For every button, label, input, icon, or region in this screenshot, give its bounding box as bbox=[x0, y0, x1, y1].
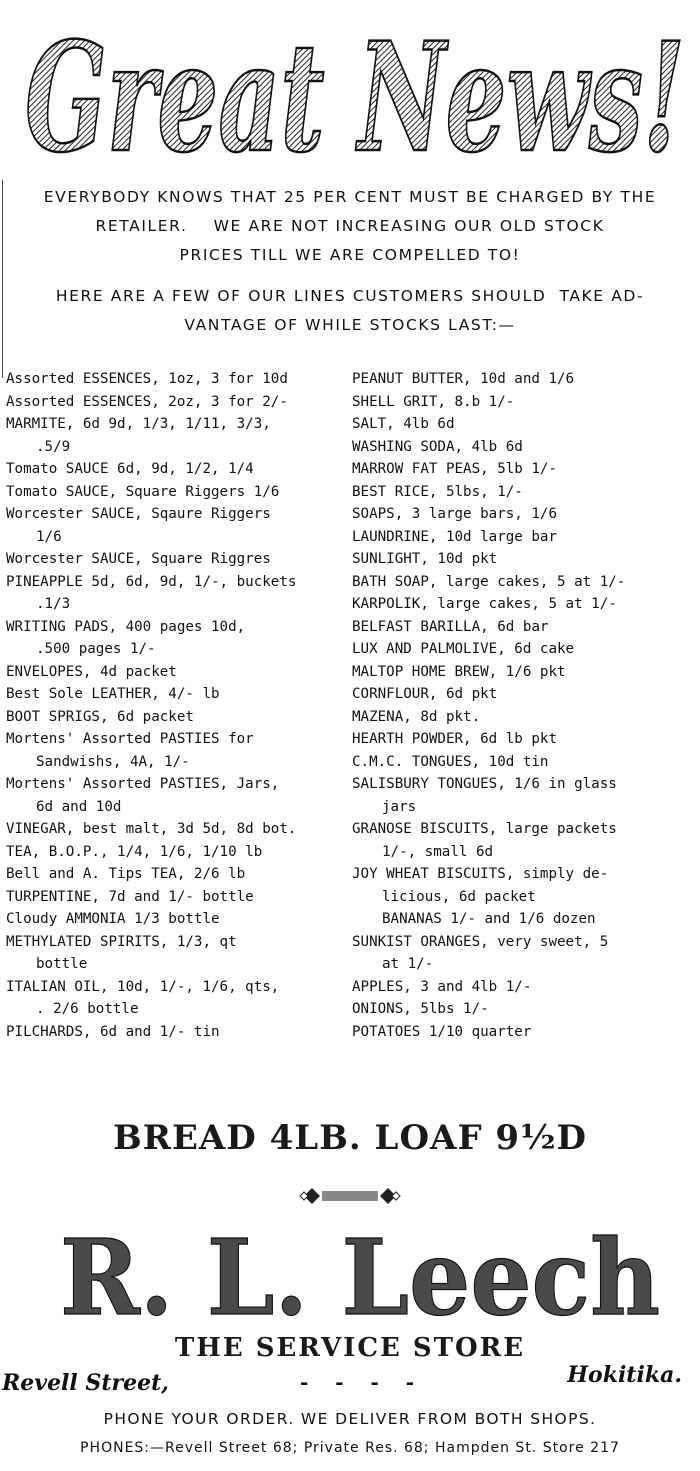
list-item: KARPOLIK, large cakes, 5 at 1/- bbox=[352, 596, 617, 612]
list-item: POTATOES 1/10 quarter bbox=[352, 1023, 532, 1040]
list-item: TURPENTINE, 7d and 1/- bottle bbox=[6, 888, 254, 905]
list-item: .500 pages 1/- bbox=[36, 641, 156, 657]
list-item: Assorted ESSENCES, 1oz, 3 for 10d bbox=[6, 371, 288, 387]
list-item: BATH SOAP, large cakes, 5 at 1/- bbox=[352, 573, 626, 590]
intro-line-4: HERE ARE A FEW OF OUR LINES CUSTOMERS SHOULD TAKE AD- bbox=[55, 287, 645, 305]
list-item: .5/9 bbox=[36, 438, 71, 455]
list-item: CORNFLOUR, 6d pkt bbox=[352, 686, 498, 702]
list-item: bottle bbox=[36, 956, 88, 972]
intro-paragraph bbox=[0, 183, 700, 270]
list-item: ITALIAN OIL, 10d, 1/-, 1/6, qts, bbox=[6, 978, 280, 995]
list-item: 6d and 10d bbox=[36, 798, 122, 815]
list-item: VINEGAR, best malt, 3d 5d, 8d bot. bbox=[6, 821, 297, 837]
list-item: WRITING PADS, 400 pages 10d, bbox=[6, 618, 246, 635]
list-item: MAZENA, 8d pkt. bbox=[352, 708, 481, 725]
phone-numbers-line: PHONES:—Revell Street 68; Private Res. 68; Hampden St. Store 217 bbox=[80, 1440, 620, 1456]
list-item: SALT, 4lb 6d bbox=[352, 416, 455, 432]
list-item: at 1/- bbox=[382, 956, 434, 972]
list-item: Mortens' Assorted PASTIES, Jars, bbox=[6, 776, 280, 792]
intro-line-5: VANTAGE OF WHILE STOCKS LAST:— bbox=[184, 316, 516, 334]
list-item: licious, 6d packet bbox=[382, 888, 536, 905]
headline-text: Great News! bbox=[25, 10, 685, 180]
list-item: WASHING SODA, 4lb 6d bbox=[352, 438, 523, 455]
address-town: Hokitika. bbox=[567, 1362, 682, 1388]
intro-line-1: EVERYBODY KNOWS THAT 25 PER CENT MUST BE CHARGED BY THE bbox=[43, 188, 657, 206]
list-item: SALISBURY TONGUES, 1/6 in glass bbox=[352, 776, 617, 792]
list-item: Bell and A. Tips TEA, 2/6 lb bbox=[6, 866, 246, 882]
list-item: Mortens' Assorted PASTIES for bbox=[6, 731, 254, 747]
phone-order-line: PHONE YOUR ORDER. WE DELIVER FROM BOTH SHOPS. bbox=[103, 1410, 597, 1428]
list-item: PINEAPPLE 5d, 6d, 9d, 1/-, buckets bbox=[6, 573, 297, 590]
list-item: C.M.C. TONGUES, 10d tin bbox=[352, 753, 549, 770]
list-item: BANANAS 1/- and 1/6 dozen bbox=[382, 911, 596, 927]
list-item: SHELL GRIT, 8.b 1/- bbox=[352, 393, 515, 410]
store-name-text: R. L. Leech bbox=[60, 1218, 660, 1328]
list-item: BELFAST BARILLA, 6d bar bbox=[352, 618, 549, 635]
list-item: BEST RICE, 5lbs, 1/- bbox=[352, 483, 523, 500]
list-item: 1/6 bbox=[36, 528, 62, 545]
list-item: HEARTH POWDER, 6d lb pkt bbox=[352, 731, 557, 747]
list-item: MALTOP HOME BREW, 1/6 pkt bbox=[352, 663, 566, 680]
list-item: Worcester SAUCE, Sqaure Riggers bbox=[6, 506, 271, 522]
list-item: . 2/6 bottle bbox=[36, 1001, 139, 1017]
list-item: SUNKIST ORANGES, very sweet, 5 bbox=[352, 933, 609, 950]
list-item: PILCHARDS, 6d and 1/- tin bbox=[6, 1023, 220, 1040]
list-item: Tomato SAUCE 6d, 9d, 1/2, 1/4 bbox=[6, 461, 254, 477]
list-item: GRANOSE BISCUITS, large packets bbox=[352, 821, 617, 837]
list-item: SUNLIGHT, 10d pkt bbox=[352, 551, 498, 567]
list-item: Cloudy AMMONIA 1/3 bottle bbox=[6, 911, 220, 927]
headline bbox=[0, 0, 700, 180]
list-item: PEANUT BUTTER, 10d and 1/6 bbox=[352, 371, 575, 387]
list-item: MARROW FAT PEAS, 5lb 1/- bbox=[352, 461, 557, 477]
list-item: TEA, B.O.P., 1/4, 1/6, 1/10 lb bbox=[6, 843, 263, 860]
list-item: Best Sole LEATHER, 4/- lb bbox=[6, 686, 220, 702]
headline-art bbox=[0, 0, 700, 180]
lines-paragraph bbox=[0, 282, 700, 340]
address-dashes: - - - - bbox=[300, 1370, 425, 1394]
list-item: Assorted ESSENCES, 2oz, 3 for 2/- bbox=[6, 393, 288, 410]
intro-line-2: RETAILER. WE ARE NOT INCREASING OUR OLD STOCK bbox=[95, 217, 605, 235]
price-list-left bbox=[6, 368, 344, 1043]
intro-line-3: PRICES TILL WE ARE COMPELLED TO! bbox=[179, 246, 521, 264]
ornament-divider bbox=[290, 1183, 410, 1209]
store-name bbox=[0, 1218, 700, 1328]
address-street: Revell Street, bbox=[2, 1370, 169, 1396]
list-item: SOAPS, 3 large bars, 1/6 bbox=[352, 506, 557, 522]
list-item: APPLES, 3 and 4lb 1/- bbox=[352, 978, 532, 995]
bread-offer: BREAD 4LB. LOAF 9½D bbox=[112, 1118, 588, 1158]
price-list-right bbox=[352, 368, 698, 1043]
list-item: Tomato SAUCE, Square Riggers 1/6 bbox=[6, 483, 280, 500]
tagline: THE SERVICE STORE bbox=[174, 1333, 526, 1363]
list-item: Sandwishs, 4A, 1/- bbox=[36, 753, 190, 770]
list-item: BOOT SPRIGS, 6d packet bbox=[6, 708, 194, 725]
list-item: MARMITE, 6d 9d, 1/3, 1/11, 3/3, bbox=[6, 416, 271, 432]
list-item: ONIONS, 5lbs 1/- bbox=[352, 1001, 489, 1017]
list-item: LAUNDRINE, 10d large bar bbox=[352, 528, 557, 545]
list-item: jars bbox=[382, 798, 417, 815]
list-item: ENVELOPES, 4d packet bbox=[6, 663, 177, 680]
list-item: LUX AND PALMOLIVE, 6d cake bbox=[352, 641, 575, 657]
list-item: METHYLATED SPIRITS, 1/3, qt bbox=[6, 933, 237, 950]
list-item: JOY WHEAT BISCUITS, simply de- bbox=[352, 866, 609, 882]
list-item: 1/-, small 6d bbox=[382, 843, 494, 860]
list-item: Worcester SAUCE, Square Riggres bbox=[6, 551, 271, 567]
list-item: .1/3 bbox=[36, 596, 71, 612]
